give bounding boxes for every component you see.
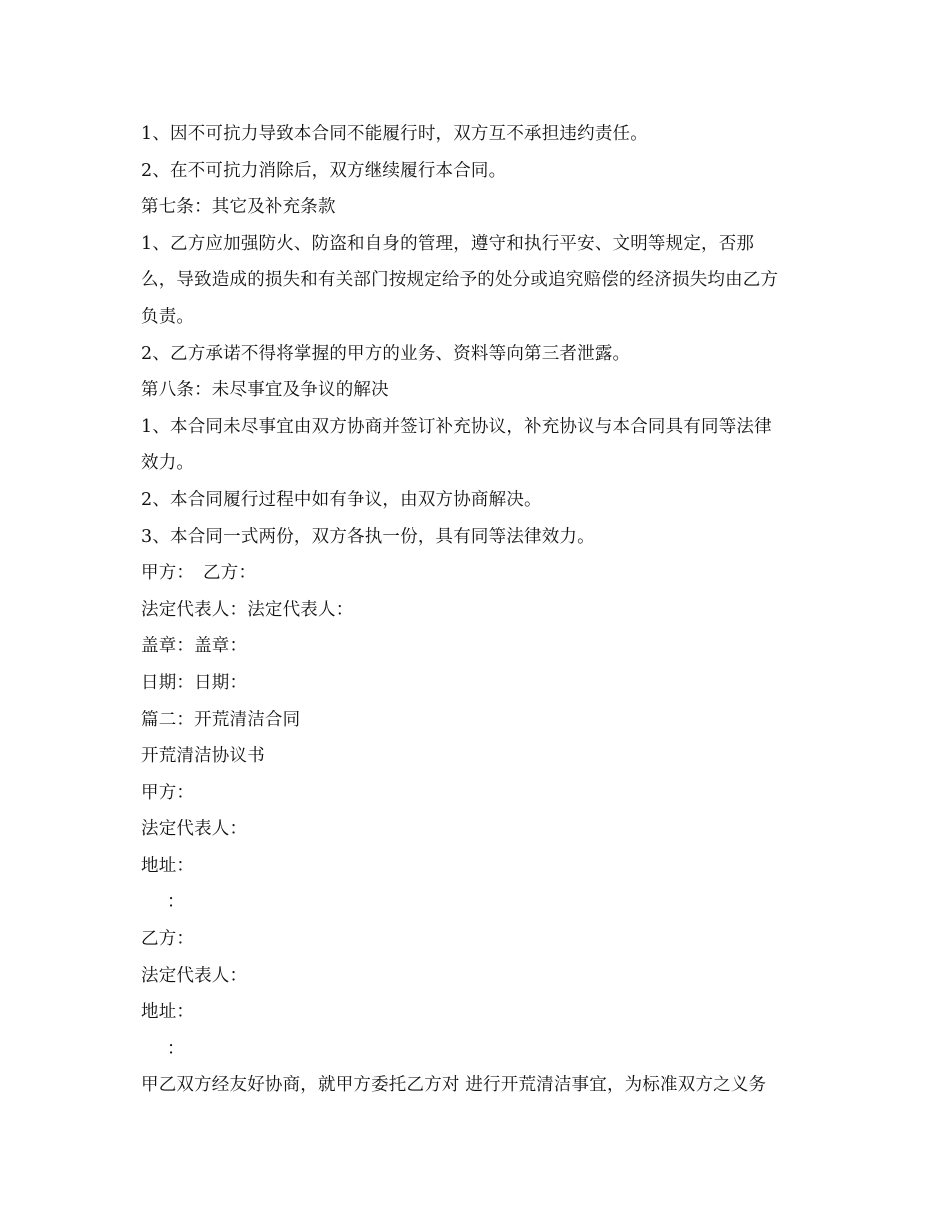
chapter-heading: 篇二：开荒清洁合同: [141, 709, 301, 730]
agreement-title: 开荒清洁协议书: [141, 746, 265, 767]
document-body: [141, 116, 821, 1104]
text-line: 么，导致造成的损失和有关部门按规定给予的处分或追究赔偿的经济损失均由乙方: [141, 270, 779, 291]
party-b-address: 地址：: [141, 1002, 195, 1023]
party-a-address: 地址：: [141, 855, 195, 876]
text-line: 2、本合同履行过程中如有争议，由双方协商解决。: [141, 489, 542, 510]
party-b-label: 乙方：: [141, 929, 195, 950]
text-line: 2、在不可抗力消除后，双方继续履行本合同。: [141, 160, 507, 181]
section-heading: 第七条：其它及补充条款: [141, 197, 336, 218]
text-line: 1、因不可抗力导致本合同不能履行时，双方互不承担违约责任。: [141, 124, 648, 144]
section-heading: 第八条：未尽事宜及争议的解决: [141, 380, 389, 401]
text-line: 效力。: [141, 453, 195, 474]
party-b-extra-field: ：: [167, 1038, 185, 1059]
signature-representative-line: 法定代表人：法定代表人：: [141, 599, 354, 620]
text-line: 甲乙双方经友好协商，就甲方委托乙方对 进行开荒清洁事宜，为标准双方之义务: [141, 1075, 767, 1096]
party-b-representative: 法定代表人：: [141, 965, 248, 986]
text-line: 负责。: [141, 306, 195, 327]
party-a-label: 甲方：: [141, 782, 195, 803]
party-a-representative: 法定代表人：: [141, 819, 248, 840]
signature-date-line: 日期：日期：: [141, 672, 248, 693]
signature-seal-line: 盖章：盖章：: [141, 636, 248, 657]
text-line: 2、乙方承诺不得将掌握的甲方的业务、资料等向第三者泄露。: [141, 343, 631, 364]
text-line: 1、本合同未尽事宜由双方协商并签订补充协议，补充协议与本合同具有同等法律: [141, 416, 772, 437]
text-line: 1、乙方应加强防火、防盗和自身的管理，遵守和执行平安、文明等规定，否那: [141, 233, 755, 254]
signature-party-line: 甲方： 乙方：: [141, 563, 257, 584]
text-line: 3、本合同一式两份，双方各执一份，具有同等法律效力。: [141, 526, 595, 547]
party-a-extra-field: ：: [167, 892, 185, 913]
